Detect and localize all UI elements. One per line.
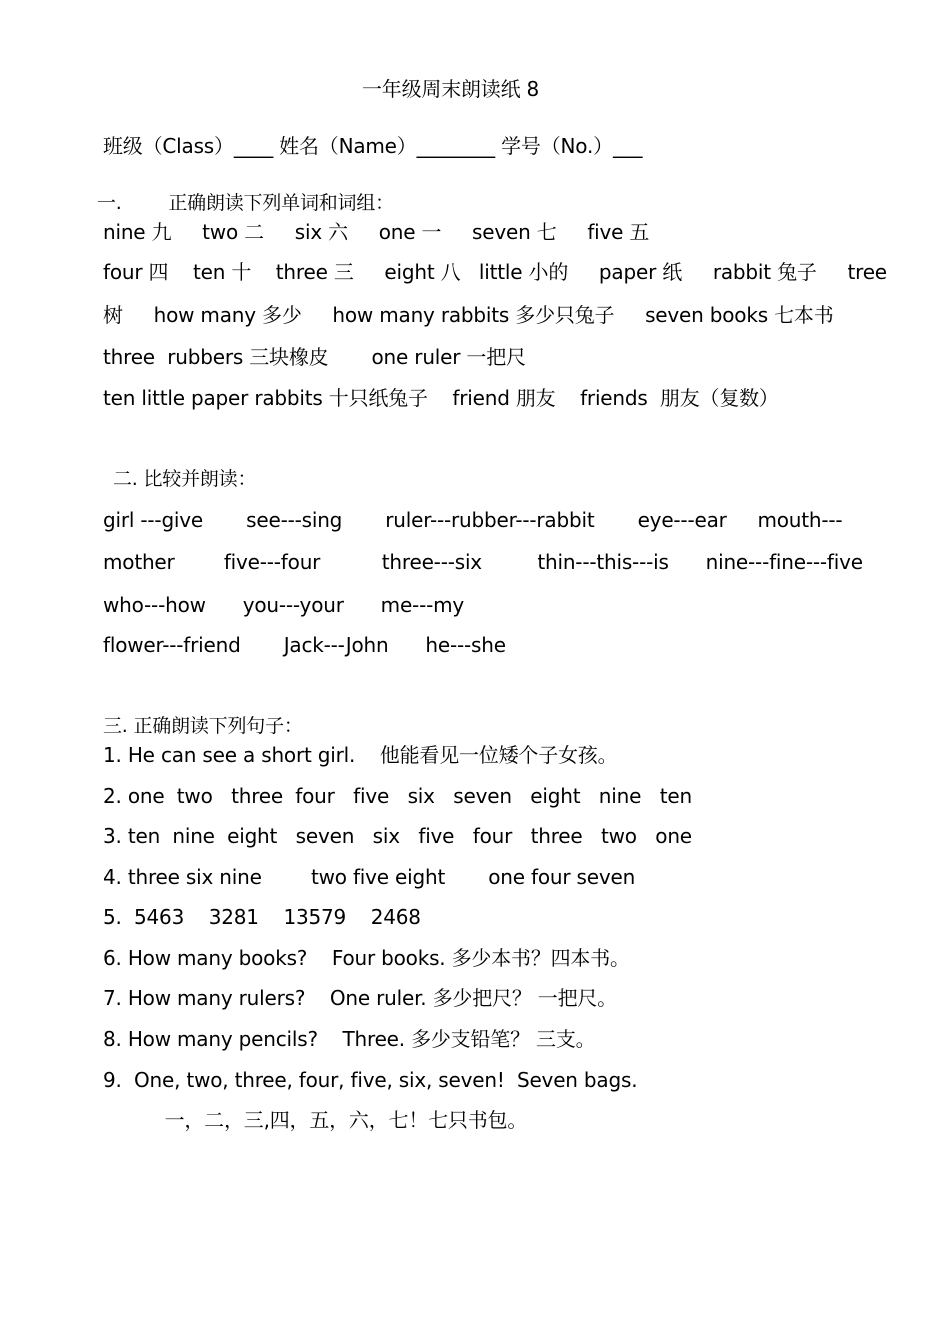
compare-line: mother five---four three---six thin---this---is nine---fine---five (103, 550, 863, 574)
sentence-line: 6. How many books? Four books. 多少本书？四本书。 (103, 946, 630, 970)
sentence-line: 5. 5463 3281 13579 2468 (103, 905, 421, 929)
section1-heading: 一. 正确朗读下列单词和词组： (97, 192, 394, 214)
sentence-line: 2. one two three four five six seven eight nine ten (103, 784, 692, 808)
sentence-line: 1. He can see a short girl. 他能看见一位矮个子女孩。 (103, 743, 618, 767)
compare-line: flower---friend Jack---John he---she (103, 633, 506, 657)
section2-heading: 二. 比较并朗读： (113, 468, 257, 490)
compare-line: girl ---give see---sing ruler---rubber---rabbit eye---ear mouth--- (103, 508, 843, 532)
sentence-line: 7. How many rulers? One ruler. 多少把尺？ 一把尺。 (103, 986, 617, 1010)
vocab-line: ten little paper rabbits 十只纸兔子 friend 朋友 friends 朋友（复数） (103, 386, 779, 410)
sentence-line: 8. How many pencils? Three. 多少支铅笔？ 三支。 (103, 1027, 596, 1051)
sentence-line: 一，二，三,四，五，六，七！七只书包。 (103, 1108, 528, 1132)
section3-heading: 三. 正确朗读下列句子： (103, 715, 303, 737)
sentence-line: 4. three six nine two five eight one four seven (103, 865, 636, 889)
vocab-line: four 四 ten 十 three 三 eight 八 little 小的 paper 纸 rabbit 兔子 tree (103, 260, 887, 284)
vocab-line: 树 how many 多少 how many rabbits 多少只兔子 seven books 七本书 (103, 303, 834, 327)
sentence-line: 3. ten nine eight seven six five four three two one (103, 824, 692, 848)
page-title: 一年级周末朗读纸 8 (362, 77, 540, 101)
vocab-line: three rubbers 三块橡皮 one ruler 一把尺 (103, 345, 526, 369)
vocab-line: nine 九 two 二 six 六 one 一 seven 七 five 五 (103, 220, 650, 244)
sentence-line: 9. One, two, three, four, five, six, seven! Seven bags. (103, 1068, 638, 1092)
student-info-line: 班级（Class）____ 姓名（Name）________ 学号（No.）___ (103, 134, 643, 158)
compare-line: who---how you---your me---my (103, 593, 465, 617)
